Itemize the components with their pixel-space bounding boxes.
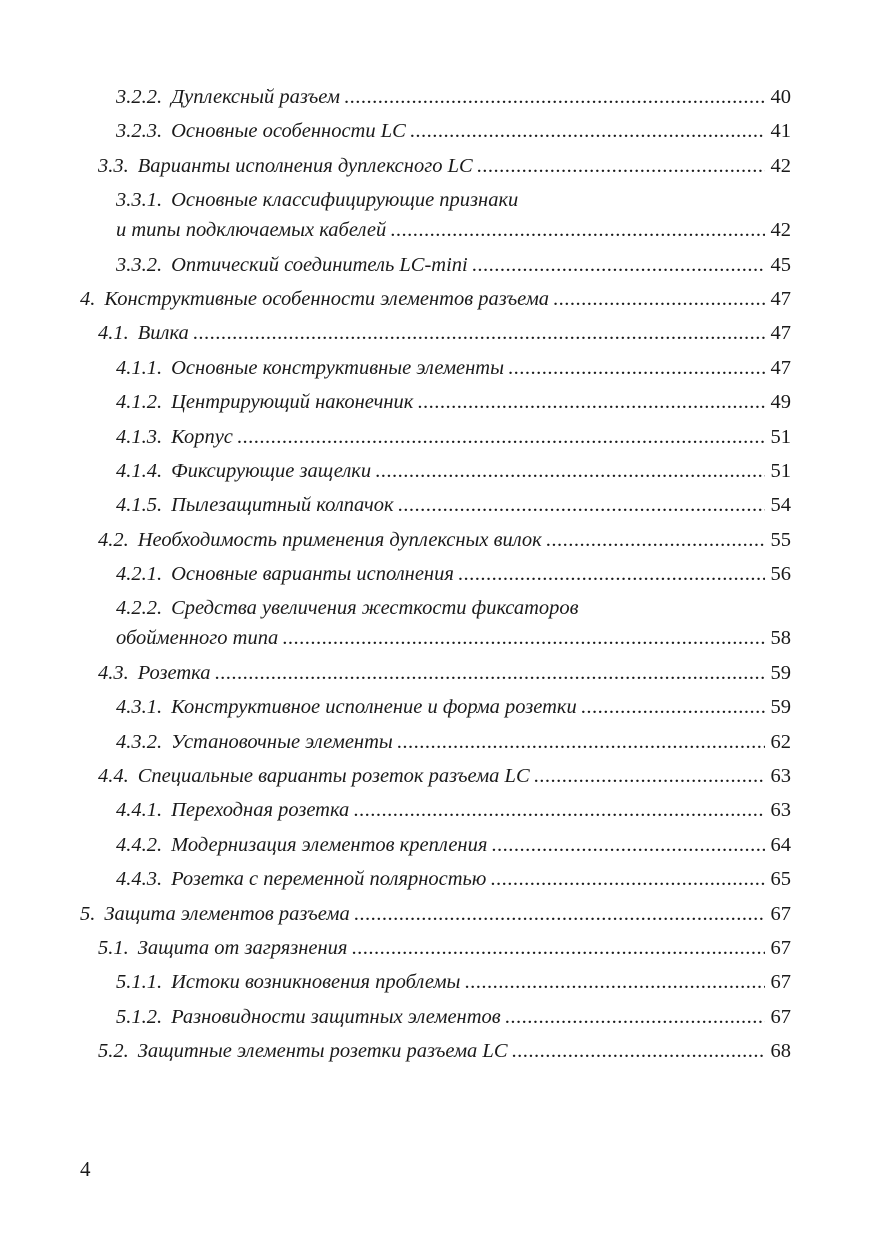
toc-entry-page: 47 <box>770 322 791 345</box>
toc-entry-page: 40 <box>770 86 791 108</box>
toc-entry <box>80 761 791 791</box>
toc-entry-number: 4.3.2. <box>116 730 163 753</box>
toc-entry-title <box>80 899 350 929</box>
toc-leader-dots <box>398 490 765 520</box>
toc-entry <box>80 490 791 520</box>
toc-entry <box>80 658 791 688</box>
toc-entry-title <box>116 422 233 452</box>
toc-entry-number: 4.1.2. <box>116 391 163 414</box>
toc-leader-dots <box>458 559 765 589</box>
toc-entry-title <box>116 795 349 825</box>
toc-entry-title-text: Конструктивные особенности элементов разъема <box>104 287 550 310</box>
toc-leader-dots <box>464 967 765 997</box>
toc-entry <box>80 830 791 860</box>
toc-entry-page: 62 <box>770 730 791 753</box>
toc-entry <box>80 593 791 653</box>
toc-entry-title <box>116 456 371 486</box>
toc-leader-dots <box>375 456 765 486</box>
toc-leader-dots <box>508 353 765 383</box>
toc-entry-page: 51 <box>770 459 791 482</box>
toc-leader-dots <box>417 387 765 417</box>
toc-entry-title <box>116 116 406 146</box>
toc-entry <box>80 284 791 314</box>
toc-entry <box>80 967 791 997</box>
toc-entry-title-text: Защитные элементы розетки разъема LC <box>137 1040 508 1063</box>
toc-leader-dots <box>553 284 765 314</box>
toc-entry-page: 67 <box>770 936 791 959</box>
toc-leader-dots <box>354 899 765 929</box>
toc-entry-title-text: Основные особенности LC <box>171 120 406 143</box>
toc-entry-title-text: обойменного типа <box>116 627 279 650</box>
toc-leader-dots <box>410 116 765 146</box>
toc-entry-number: 3.3.2. <box>116 253 163 276</box>
toc-entry-number: 3.3.1. <box>116 189 163 212</box>
toc-entry-title-text: Основные варианты исполнения <box>171 563 454 586</box>
toc-entry-title <box>116 490 394 520</box>
toc-entry <box>80 185 791 245</box>
toc-entry-number: 4.2.1. <box>116 563 163 586</box>
toc-entry-title-text: Конструктивное исполнение и форма розетки <box>171 696 577 719</box>
toc-entry <box>80 864 791 894</box>
toc-leader-dots <box>351 933 765 963</box>
toc-entry-page: 67 <box>770 1005 791 1028</box>
toc-entry-title-line1: Основные классифицирующие признаки <box>171 189 519 212</box>
toc-entry-title <box>116 623 278 653</box>
toc-entry-page: 65 <box>770 868 791 891</box>
toc-entry-number: 4.4. <box>98 765 129 788</box>
toc-leader-dots <box>505 1002 765 1032</box>
toc-entry <box>80 387 791 417</box>
toc-entry-title <box>98 525 542 555</box>
toc-entry-title <box>98 658 210 688</box>
toc-entry-number: 4.2. <box>98 528 129 551</box>
toc-entry-number: 5.1.1. <box>116 971 163 994</box>
toc-entry-page: 67 <box>770 971 791 994</box>
toc-entry-title <box>116 727 393 757</box>
toc-entry-title-text: Центрирующий наконечник <box>171 391 414 414</box>
toc-entry-number: 4.3.1. <box>116 696 163 719</box>
toc-leader-dots <box>193 318 765 348</box>
toc-entry-title <box>80 284 549 314</box>
toc-entry-number: 3.2.2. <box>116 86 163 108</box>
toc-entry <box>80 422 791 452</box>
toc-leader-dots <box>581 692 765 722</box>
toc-entry-page: 45 <box>770 253 791 276</box>
toc-entry-page: 58 <box>770 627 791 650</box>
toc-leader-dots <box>534 761 765 791</box>
toc-entry <box>80 525 791 555</box>
toc-entry <box>80 353 791 383</box>
toc-entry-title-text: Дуплексный разъем <box>171 86 340 108</box>
toc-entry-title-text: Розетка <box>137 661 211 684</box>
toc-leader-dots <box>546 525 765 555</box>
toc-entry-title-text: Варианты исполнения дуплексного LC <box>137 154 473 177</box>
toc-entry-number: 4.1.4. <box>116 459 163 482</box>
toc-entry-page: 64 <box>770 833 791 856</box>
toc-entry-page: 42 <box>770 219 791 242</box>
toc-entry-number: 4.1.5. <box>116 494 163 517</box>
toc-entry-title-text: Защита от загрязнения <box>137 936 348 959</box>
toc-entry <box>80 116 791 146</box>
toc-entry-page: 51 <box>770 425 791 448</box>
toc-entry-page: 59 <box>770 696 791 719</box>
toc-entry-page: 63 <box>770 765 791 788</box>
toc-entry-title-text: Модернизация элементов крепления <box>171 833 488 856</box>
toc-entry-title-text: Разновидности защитных элементов <box>171 1005 501 1028</box>
toc-entry-title <box>98 318 189 348</box>
toc-entry <box>80 899 791 929</box>
toc-entry-page: 56 <box>770 563 791 586</box>
toc-leader-dots <box>512 1036 765 1066</box>
toc-leader-dots <box>344 82 765 112</box>
toc-entry-number: 4.4.3. <box>116 868 163 891</box>
toc-entry-number: 4. <box>80 287 96 310</box>
toc-entry <box>80 456 791 486</box>
toc-leader-dots <box>282 623 765 653</box>
toc-entry-page: 41 <box>770 120 791 143</box>
toc-entry-title <box>116 864 486 894</box>
toc-entry-title <box>98 933 347 963</box>
toc-entry-number: 5.1.2. <box>116 1005 163 1028</box>
toc-entry-number: 4.1. <box>98 322 129 345</box>
toc-entry-title <box>116 1002 501 1032</box>
toc-leader-dots <box>397 727 765 757</box>
toc-leader-dots <box>472 250 765 280</box>
toc-entry-page: 42 <box>770 154 791 177</box>
toc-entry-page: 68 <box>770 1040 791 1063</box>
toc-entry-title <box>116 967 460 997</box>
toc-entry-number: 4.4.2. <box>116 833 163 856</box>
toc-entry <box>80 559 791 589</box>
toc-entry-number: 4.3. <box>98 661 129 684</box>
toc-leader-dots <box>477 151 765 181</box>
toc-entry-title-line1: Средства увеличения жесткости фиксаторов <box>171 597 579 620</box>
toc-entry-title <box>116 830 487 860</box>
toc-entry <box>80 318 791 348</box>
toc-entry-title-text: Розетка с переменной полярностью <box>171 868 487 891</box>
toc-entry-title <box>98 761 530 791</box>
toc-entry-page: 67 <box>770 902 791 925</box>
toc-entry-page: 47 <box>770 356 791 379</box>
toc-entry-title <box>98 1036 508 1066</box>
toc-entry <box>80 933 791 963</box>
toc-entry-number: 4.1.3. <box>116 425 163 448</box>
toc-entry <box>80 151 791 181</box>
toc-entry-title-text: и типы подключаемых кабелей <box>116 219 387 242</box>
toc-entry-page: 55 <box>770 528 791 551</box>
toc-entry-title-text: Вилка <box>137 322 189 345</box>
toc-entry-title <box>116 559 454 589</box>
toc-entry-title <box>116 82 340 112</box>
toc-entry-title-text: Специальные варианты розеток разъема LC <box>137 765 530 788</box>
toc-entry <box>80 692 791 722</box>
toc-entry-number: 4.1.1. <box>116 356 163 379</box>
toc-entry-page: 54 <box>770 494 791 517</box>
toc-entry-page: 49 <box>770 391 791 414</box>
toc-leader-dots <box>353 795 765 825</box>
toc-entry <box>80 1036 791 1066</box>
toc-entry-title-text: Основные конструктивные элементы <box>171 356 504 379</box>
toc-entry-title-text: Фиксирующие защелки <box>171 459 372 482</box>
toc-entry-number: 5.2. <box>98 1040 129 1063</box>
toc-entry <box>80 82 791 112</box>
toc-entry-title-text: Истоки возникновения проблемы <box>171 971 461 994</box>
toc-entry-page: 59 <box>770 661 791 684</box>
toc-entry-title-text: Необходимость применения дуплексных вилок <box>137 528 542 551</box>
toc-entry <box>80 795 791 825</box>
table-of-contents <box>80 82 791 1071</box>
page-number: 4 <box>80 1157 91 1181</box>
toc-entry-title-text: Защита элементов разъема <box>104 902 350 925</box>
toc-entry-title-text: Установочные элементы <box>171 730 393 753</box>
toc-entry-title <box>116 215 386 245</box>
toc-entry-number: 3.2.3. <box>116 120 163 143</box>
toc-entry-title <box>116 387 413 417</box>
toc-entry-page: 47 <box>770 287 791 310</box>
toc-entry-title-text: Оптический соединитель LC-mini <box>171 253 468 276</box>
toc-entry-title <box>116 250 468 280</box>
toc-entry-number: 3.3. <box>98 154 129 177</box>
toc-entry-title-text: Корпус <box>171 425 233 448</box>
toc-leader-dots <box>214 658 765 688</box>
toc-entry-number: 4.2.2. <box>116 597 163 620</box>
toc-entry-number: 5. <box>80 902 96 925</box>
toc-entry <box>80 250 791 280</box>
toc-entry-title <box>116 353 504 383</box>
toc-entry-number: 4.4.1. <box>116 799 163 822</box>
toc-leader-dots <box>390 215 765 245</box>
toc-entry <box>80 727 791 757</box>
toc-leader-dots <box>490 864 765 894</box>
toc-entry-number: 5.1. <box>98 936 129 959</box>
toc-entry-title <box>98 151 473 181</box>
toc-entry-title-text: Пылезащитный колпачок <box>171 494 394 517</box>
toc-entry <box>80 1002 791 1032</box>
toc-entry-page: 63 <box>770 799 791 822</box>
toc-entry-title-text: Переходная розетка <box>171 799 350 822</box>
toc-entry-title <box>116 692 577 722</box>
toc-leader-dots <box>237 422 765 452</box>
toc-leader-dots <box>491 830 765 860</box>
